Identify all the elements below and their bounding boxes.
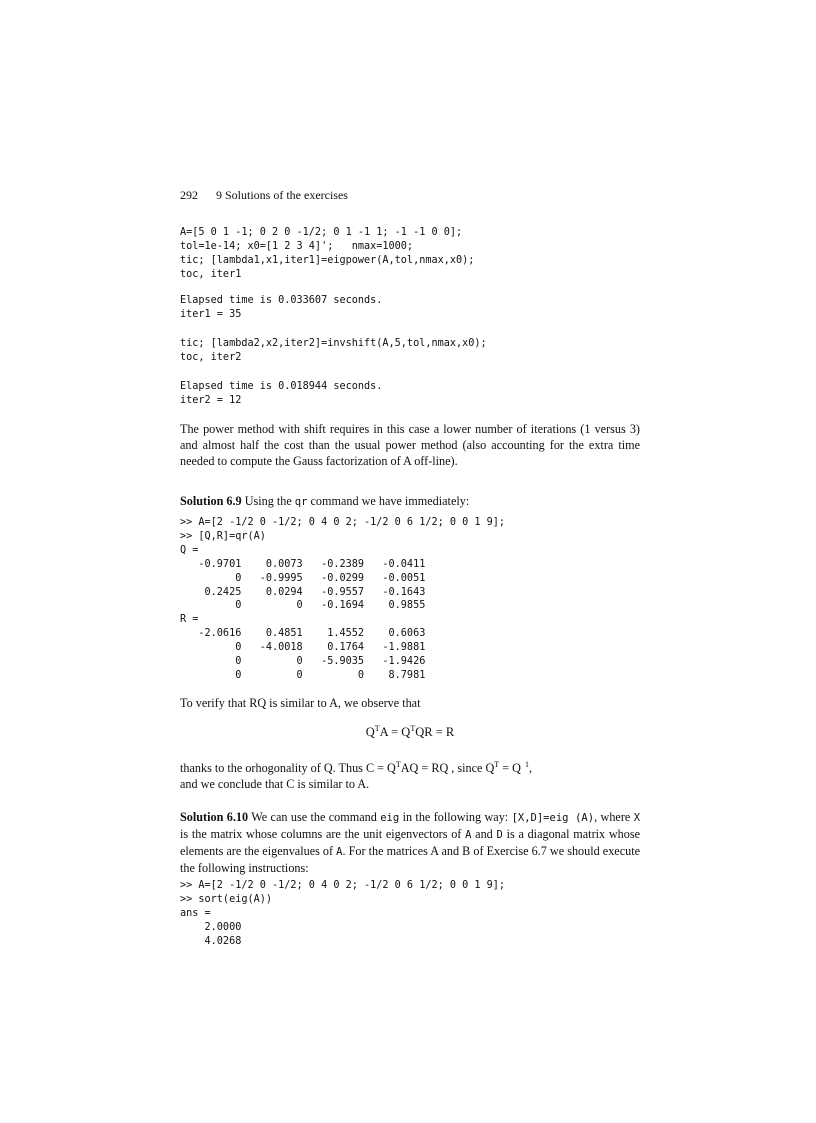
output-block-1 (180, 294, 382, 322)
var-d: D (496, 829, 503, 841)
eq-lhs: Q (365, 725, 375, 740)
var-a-2: A (336, 846, 343, 858)
p3-b: AQ = RQ , since Q (400, 761, 495, 776)
p3-e: and we conclude that C is similar to A. (180, 777, 370, 792)
solution-6-10-title: Solution 6.10 (180, 810, 249, 824)
paragraph-power-method: The power method with shift requires in this case a lower number of iterations (1 versus 3) and almost half the cost than the usual power method (also accounting for the extra time needed to compute the Gauss factorization of A off-line). (180, 422, 640, 468)
output-block-2 (180, 380, 382, 408)
code-eigpower: A=[5 0 1 -1; 0 2 0 -1/2; 0 1 -1 1; -1 -1 0 0]; tol=1e-14; x0=[1 2 3 4]'; nmax=1000; tic; [lambda1,x1,iter1]=eigpower(A,tol,nmax,x0); toc, iter1 (180, 227, 475, 280)
code-block-eig (180, 879, 505, 949)
chapter-title: 9 Solutions of the exercises (216, 188, 348, 202)
eig-command: eig (380, 812, 400, 824)
var-a: A (465, 829, 472, 841)
s610-t1: We can use the command (248, 810, 381, 824)
s610-t4: is the matrix whose columns are the unit eigenvectors of (180, 827, 466, 841)
code-qr: >> A=[2 -1/2 0 -1/2; 0 4 0 2; -1/2 0 6 1/2; 0 0 1 9]; >> [Q,R]=qr(A) Q = -0.9701 0.0073 -0.2389 -0.0411 0 -0.9995 -0.0299 -0.0051 0.2425 0.0294 -0.9557 -0.1643 0 0 -0.1694 0.9855 R = -2.0616 0.4851 1.4552 0.6063 0 -4.0018 0.1764 -1.9881 0 0 -5.9035 -1.9426 0 0 0 8.7981 (180, 517, 506, 681)
paragraph-orthogonality (180, 757, 640, 792)
eq-mid: A = Q (379, 725, 411, 740)
s610-t5: and (471, 827, 497, 841)
solution-6-10-paragraph (180, 809, 640, 876)
p3-d: , (528, 761, 532, 776)
s610-t2: in the following way: (399, 810, 512, 824)
p3-a: thanks to the orhogonality of Q. Thus C = Q (180, 761, 396, 776)
solution-6-9-text-b: command we have immediately: (307, 494, 470, 508)
code-eig: >> A=[2 -1/2 0 -1/2; 0 4 0 2; -1/2 0 6 1/2; 0 0 1 9]; >> sort(eig(A)) ans = 2.0000 4.0268 (180, 880, 506, 947)
page-number: 292 (180, 188, 198, 202)
eig-call: [X,D]=eig (A) (511, 812, 595, 824)
solution-6-9-intro (180, 493, 640, 510)
eq-rhs: QR = R (415, 725, 455, 740)
solution-6-9-title: Solution 6.9 (180, 494, 242, 508)
solution-6-9-text-a: Using the (244, 494, 295, 508)
s610-t3: , where (594, 810, 634, 824)
eq-sup2: T (410, 724, 416, 733)
p3-s1: T (395, 760, 401, 769)
output-eigpower: Elapsed time is 0.033607 seconds. iter1 = 35 (180, 295, 383, 320)
eq-sup1: T (374, 724, 380, 733)
s610-t6: is a diagonal matrix whose elements are the eigenvalues of (180, 827, 640, 858)
code-invshift: tic; [lambda2,x2,iter2]=invshift(A,5,tol,nmax,x0); toc, iter2 (180, 338, 487, 363)
s610-t7: . For the matrices A and B of Exercise 6.7 we should execute the following instructions: (180, 844, 640, 875)
code-block-invshift (180, 337, 487, 365)
paragraph-verify-rq: To verify that RQ is similar to A, we observe that (180, 696, 421, 710)
var-x: X (633, 812, 641, 824)
equation-qta (180, 724, 640, 740)
qr-command: qr (294, 496, 308, 508)
p3-s2: T (494, 760, 500, 769)
output-invshift: Elapsed time is 0.018944 seconds. iter2 = 12 (180, 381, 383, 406)
code-block-qr (180, 516, 505, 683)
code-block-eigpower (180, 226, 474, 282)
running-header (180, 188, 348, 203)
p3-s3: 1 (520, 760, 529, 769)
p3-c: = Q (499, 761, 521, 776)
